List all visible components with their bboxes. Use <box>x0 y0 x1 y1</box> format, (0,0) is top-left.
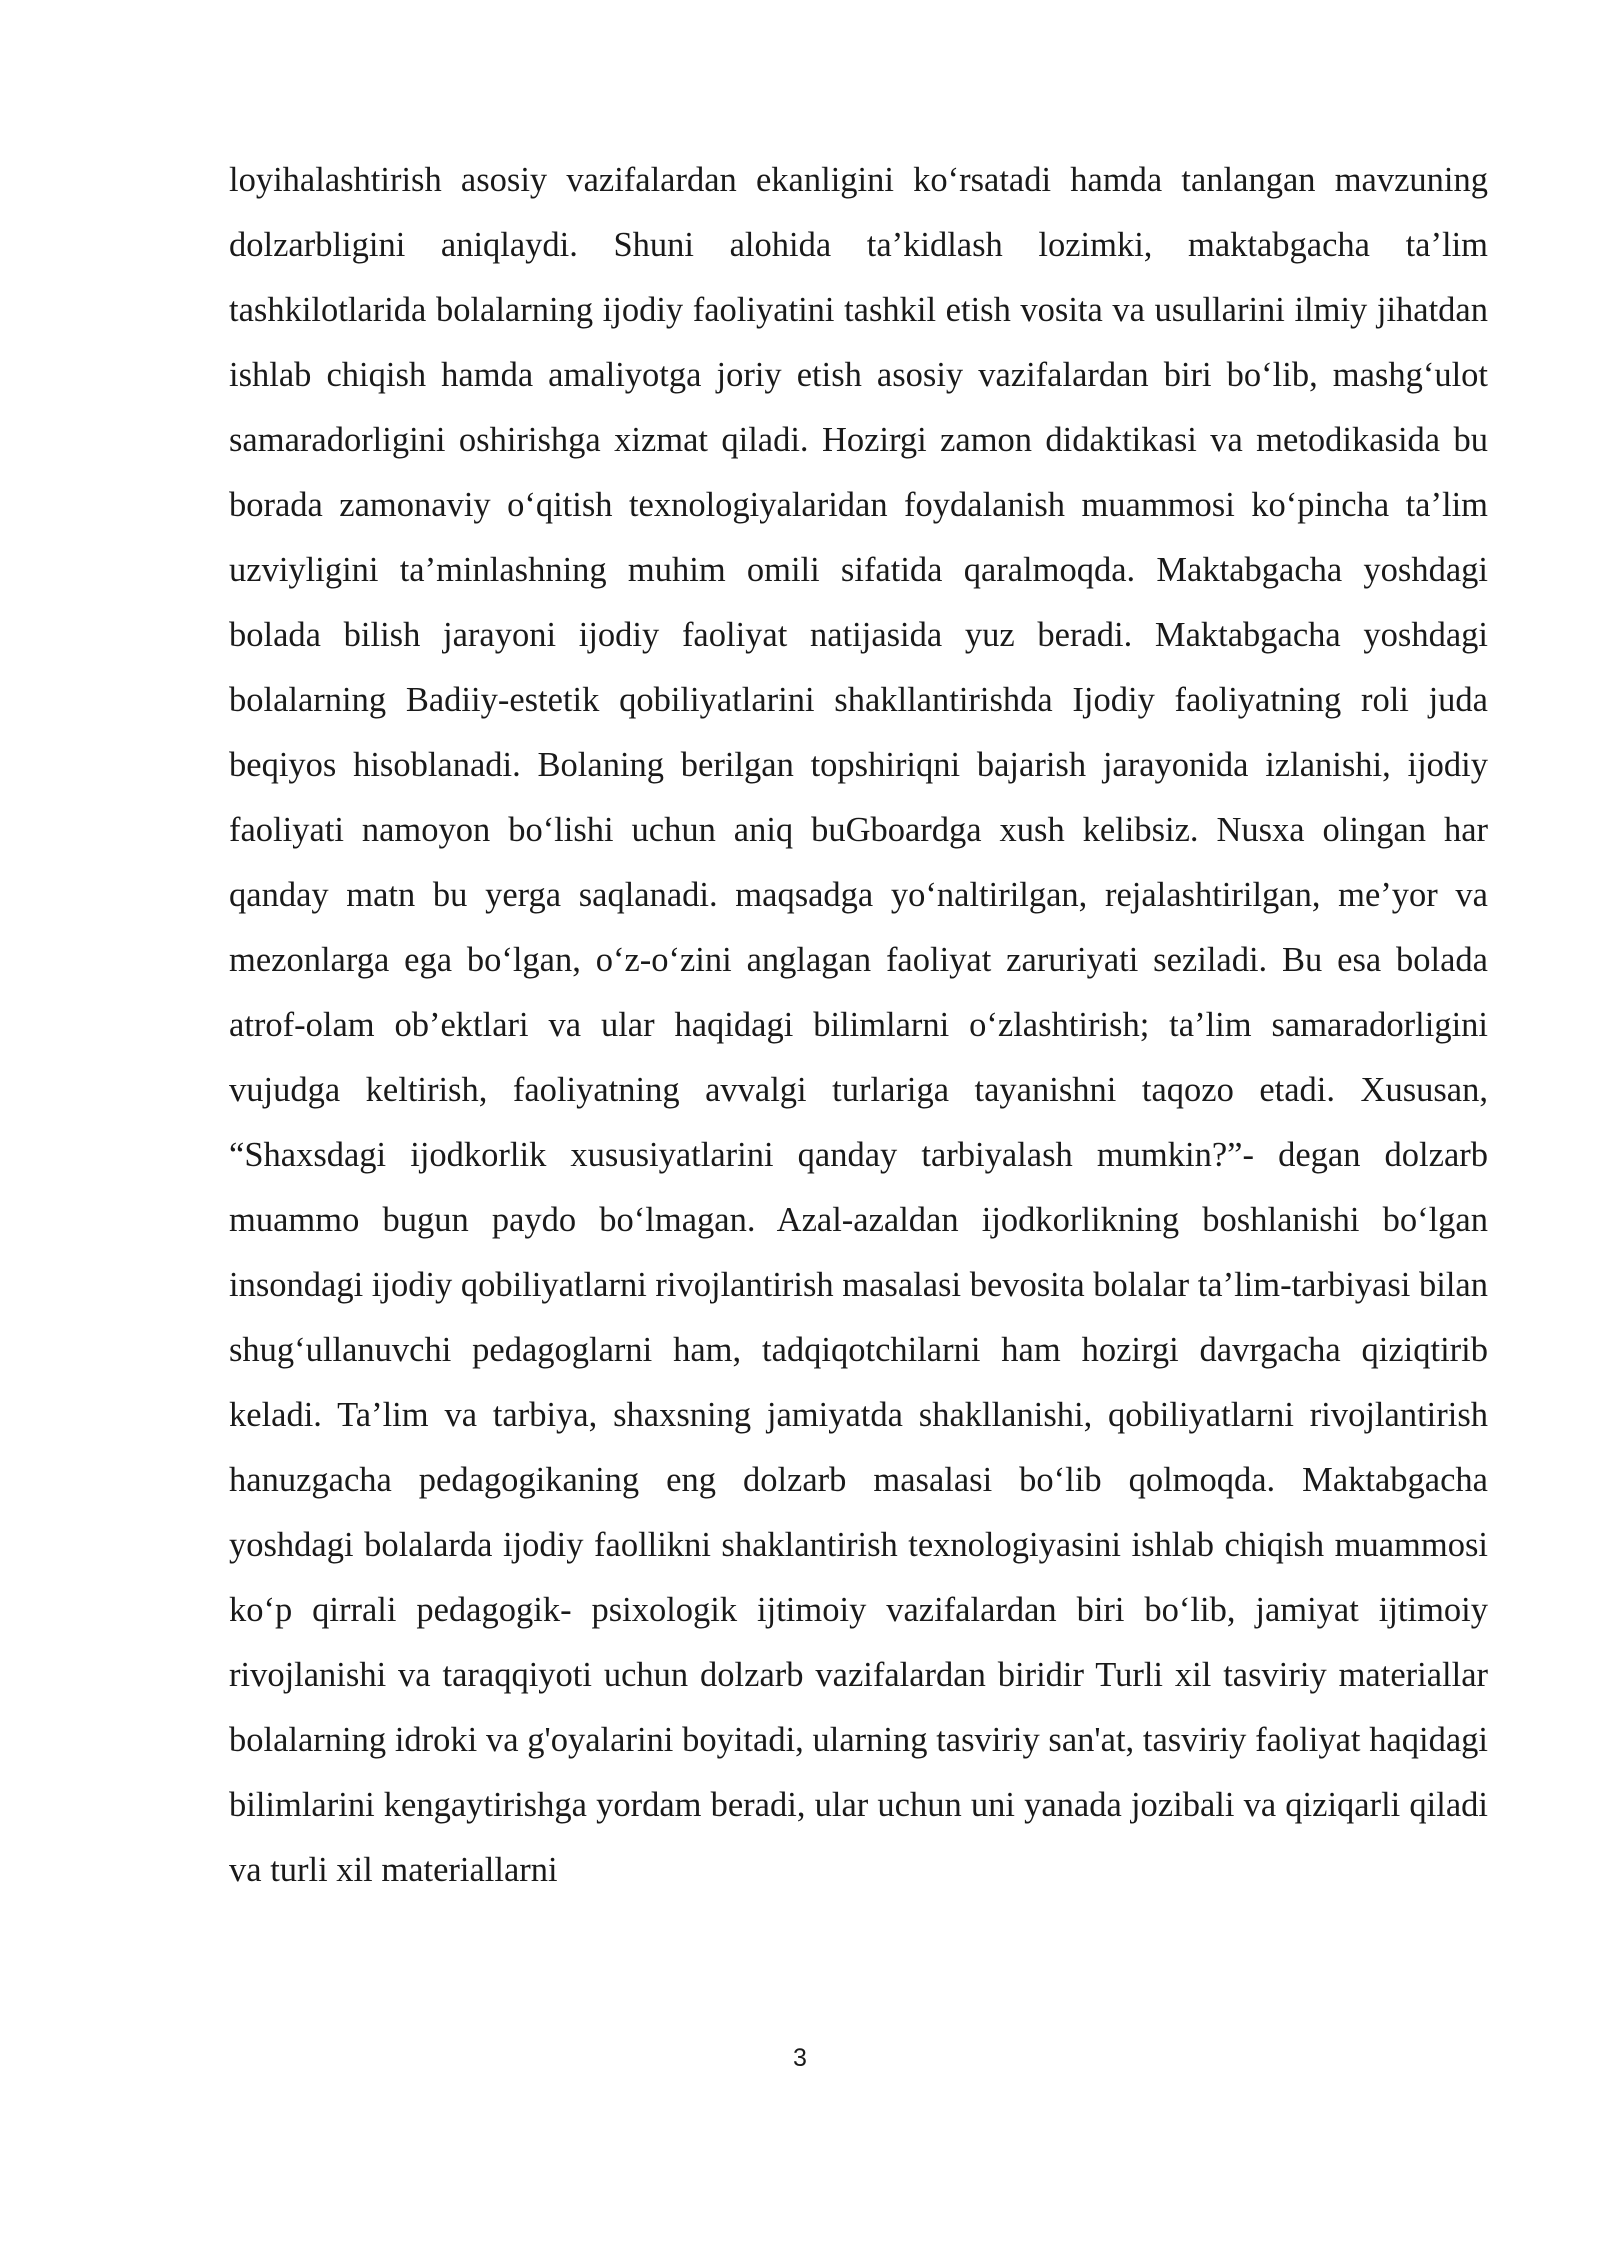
page-number: 3 <box>793 2044 807 2072</box>
body-paragraph: loyihalashtirish asosiy vazifalardan ekanligini ko‘rsatadi hamda tanlangan mavzuning dolzarbligini aniqlaydi. Shuni alohida ta’kidlash lozimki, maktabgacha ta’lim tashkilotlarida bolalarning ijodiy faoliyatini tashkil etish vosita va usullarini ilmiy jihatdan ishlab chiqish hamda amaliyotga joriy etish asosiy vazifalardan biri bo‘lib, mashg‘ulot samaradorligini oshirishga xizmat qiladi. Hozirgi zamon didaktikasi va metodikasida bu borada zamonaviy o‘qitish texnologiyalaridan foydalanish muammosi ko‘pincha ta’lim uzviyligini ta’minlashning muhim omili sifatida qaralmoqda. Maktabgacha yoshdagi bolada bilish jarayoni ijodiy faoliyat natijasida yuz beradi. Maktabgacha yoshdagi bolalarning Badiiy-estetik qobiliyatlarini shakllantirishda Ijodiy faoliyatning roli juda beqiyos hisoblanadi. Bolaning berilgan topshiriqni bajarish jarayonida izlanishi, ijodiy faoliyati namoyon bo‘lishi uchun aniq buGboardga xush kelibsiz. Nusxa olingan har qanday matn bu yerga saqlanadi. maqsadga yo‘naltirilgan, rejalashtirilgan, me’yor va mezonlarga ega bo‘lgan, o‘z-o‘zini anglagan faoliyat zaruriyati seziladi. Bu esa bolada atrof-olam ob’ektlari va ular haqidagi bilimlarni o‘zlashtirish; ta’lim samaradorligini vujudga keltirish, faoliyatning avvalgi turlariga tayanishni taqozo etadi. Xususan, “Shaxsdagi ijodkorlik xususiyatlarini qanday tarbiyalash mumkin?”- degan dolzarb muammo bugun paydo bo‘lmagan. Azal-azaldan ijodkorlikning boshlanishi bo‘lgan insondagi ijodiy qobiliyatlarni rivojlantirish masalasi bevosita bolalar ta’lim-tarbiyasi bilan shug‘ullanuvchi pedagoglarni ham, tadqiqotchilarni ham hozirgi davrgacha qiziqtirib keladi. Ta’lim va tarbiya, shaxsning jamiyatda shakllanishi, qobiliyatlarni rivojlantirish hanuzgacha pedagogikaning eng dolzarb masalasi bo‘lib qolmoqda. Maktabgacha yoshdagi bolalarda ijodiy faollikni shaklantirish texnologiyasini ishlab chiqish muammosi ko‘p qirrali pedagogik- psixologik ijtimoiy vazifalardan biri bo‘lib, jamiyat ijtimoiy rivojlanishi va taraqqiyoti uchun dolzarb vazifalardan biridir Turli xil tasviriy materiallar bolalarning idroki va g'oyalarini boyitadi, ularning tasviriy san'at, tasviriy faoliyat haqidagi bilimlarini kengaytirishga yordam beradi, ular uchun uni yanada jozibali va qiziqarli qiladi va turli xil materiallarni <box>229 161 1488 1889</box>
